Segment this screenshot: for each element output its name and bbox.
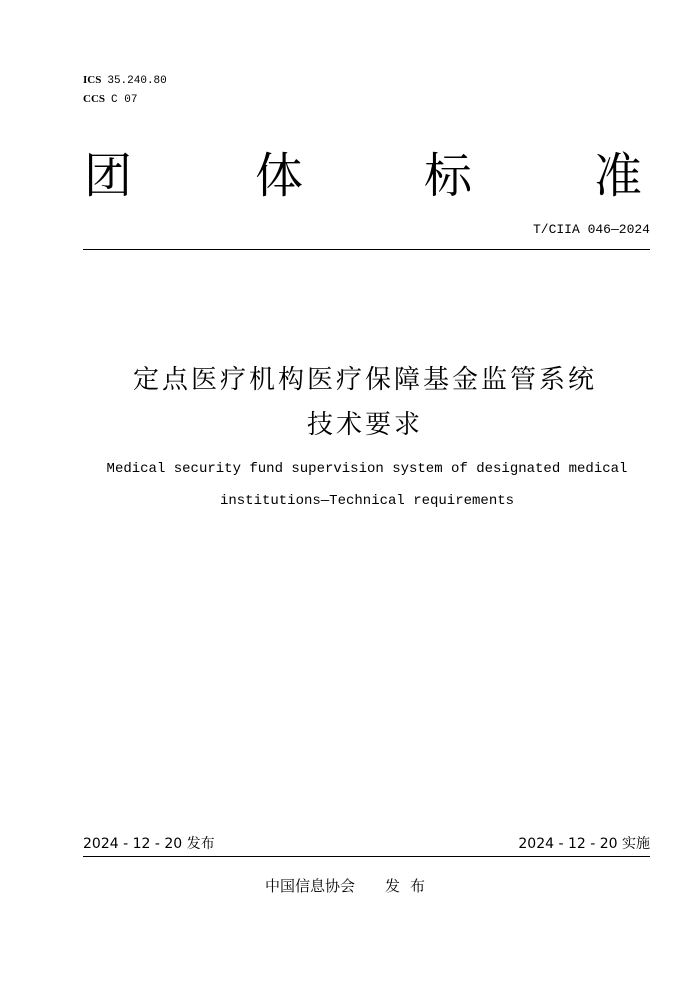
english-title-line-1: Medical security fund supervision system of designated medical (106, 461, 628, 477)
english-title-line-2: institutions—Technical requirements (219, 493, 515, 509)
chinese-title-line-2: 技术要求 (306, 410, 423, 440)
ccs-label: CCS (83, 93, 106, 105)
publisher (0, 876, 700, 896)
ics-classification (83, 74, 167, 88)
ics-code: 35.240.80 (107, 75, 167, 87)
standard-number: T/CIIA 046—2024 (532, 222, 650, 237)
standard-type-char-3: 标 (424, 148, 473, 204)
publisher-organization: 中国信息协会 (264, 877, 355, 895)
chinese-title-line-1: 定点医疗机构医疗保障基金监管系统 (132, 365, 597, 395)
standard-type-char-2: 体 (255, 148, 304, 204)
footer-divider (83, 856, 650, 857)
standard-type-char-1: 团 (84, 148, 133, 204)
issue-date: 2024 - 12 - 20 发布 (83, 836, 215, 852)
implementation-date: 2024 - 12 - 20 实施 (518, 836, 650, 852)
ics-label: ICS (83, 74, 102, 86)
header-divider (83, 249, 650, 250)
publish-label: 发布 (385, 877, 436, 895)
standard-type-char-4: 准 (594, 148, 643, 204)
ccs-code: C 07 (111, 94, 138, 106)
ccs-classification (83, 93, 137, 107)
